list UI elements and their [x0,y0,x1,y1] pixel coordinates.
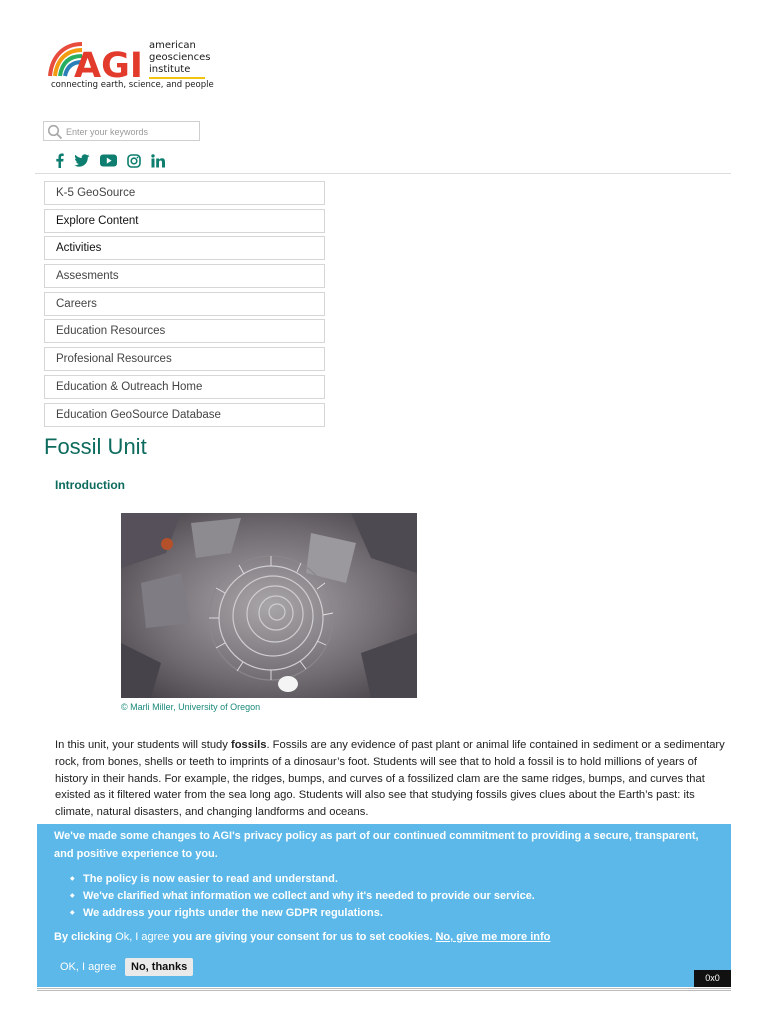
social-links [55,154,165,172]
nav-item-education-geosource-database[interactable]: Education GeoSource Database [44,403,325,427]
section-title-introduction: Introduction [55,478,125,492]
intro-text-2: . Fossils are any evidence of past plant or animal life contained in sediment or a sedimentary rock, from bones, shells or teeth to imprints of a dinosaur’s foot. Students will see that to hold a fossil is to hold millions of years of history in their hands. For example, the ridges, bumps, and curves of a fossilized clam are the same ridges, bumps, and curves that existed as it filtered water from the sea long ago. Students will also see that studying fossils gives clues about the Earth’s past: its climate, natural disasters, and changing landforms and oceans. [55,739,725,819]
twitter-icon[interactable] [74,154,90,173]
logo-tagline: connecting earth, science, and people [51,80,214,90]
consent-ok-phrase: Ok, I agree [115,931,170,943]
agi-logo[interactable] [48,40,214,94]
search-box [43,121,200,141]
ammonite-fossil-photo [121,513,417,698]
consent-suffix: you are giving your consent for us to set cookies. [169,931,436,943]
nav-item-education-resources[interactable]: Education Resources [44,319,325,343]
nav-item-assesments[interactable]: Assesments [44,264,325,288]
nav-item-explore-content[interactable]: Explore Content [44,209,325,233]
instagram-icon[interactable] [127,154,141,173]
consent-prefix: By clicking [54,931,116,943]
search-input[interactable] [66,124,196,139]
nav-item-activities[interactable]: Activities [44,236,325,260]
agi-logo-mark [48,40,148,80]
no-thanks-button[interactable]: No, thanks [125,958,193,976]
side-nav [44,181,325,430]
search-icon[interactable] [47,124,63,140]
nav-item-k5-geosource[interactable]: K-5 GeoSource [44,181,325,205]
logo-letters: AGI [74,46,143,80]
nav-item-profesional-resources[interactable]: Profesional Resources [44,347,325,371]
nav-item-careers[interactable]: Careers [44,292,325,316]
cut-off-text-strip [37,987,731,991]
cookie-consent-text [54,931,550,943]
nav-item-education-outreach-home[interactable]: Education & Outreach Home [44,375,325,399]
cookie-bullet: ◆ We address your rights under the new GDPR regulations. [83,905,535,922]
facebook-icon[interactable] [55,153,64,173]
logo-name [149,40,210,76]
header-divider [35,173,731,174]
dimension-badge: 0x0 [694,970,731,987]
cookie-bullet-list [83,871,535,922]
page-title: Fossil Unit [44,434,147,459]
cookie-intro-text: We've made some changes to AGI's privacy policy as part of our continued commitment to providing a secure, transparent, and positive experience to you. [54,830,699,860]
logo-name-line1: american [149,40,196,51]
agree-button[interactable]: OK, I agree [60,961,117,973]
more-info-link[interactable]: No, give me more info [435,931,551,943]
youtube-icon[interactable] [100,154,117,172]
intro-bold-fossils: fossils [230,739,267,751]
photo-caption[interactable]: © Marli Miller, University of Oregon [121,702,261,712]
intro-text-1: In this unit, your students will study [55,739,231,751]
cookie-bullet: ◆ The policy is now easier to read and understand. [83,871,535,888]
cookie-consent-banner [37,824,731,987]
linkedin-icon[interactable] [151,154,165,173]
intro-paragraph [55,737,725,821]
cookie-bullet: ◆ We've clarified what information we collect and why it's needed to provide our service. [83,888,535,905]
logo-name-line2: geosciences [149,52,211,63]
logo-underline [149,77,205,79]
logo-name-line3: institute [149,64,191,75]
